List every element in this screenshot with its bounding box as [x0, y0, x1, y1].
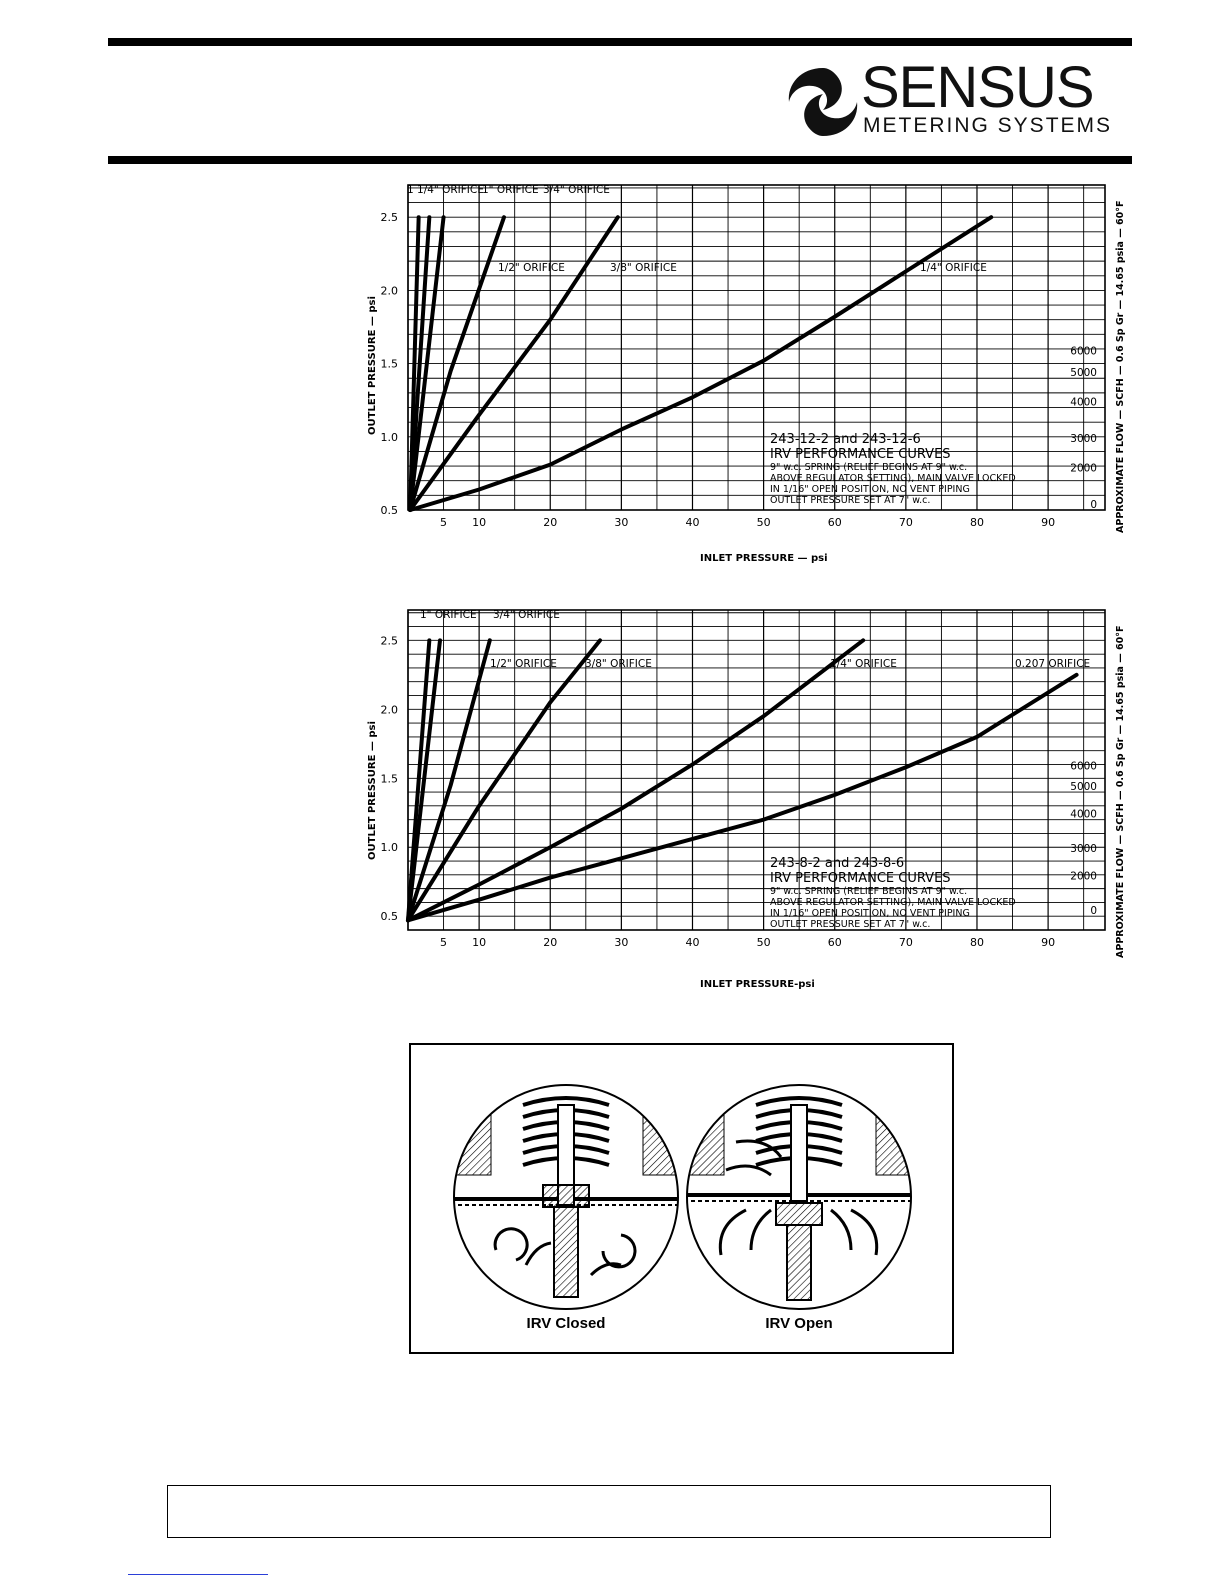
y-tick-label: 2.5 — [380, 634, 398, 648]
header-rule — [108, 156, 1132, 164]
orifice-label: 1" ORIFICE — [420, 609, 477, 621]
chart-note: 9" w.c. SPRING (RELIEF BEGINS AT 9" w.c. — [770, 462, 968, 473]
flow-tick-label: 6000 — [1070, 760, 1097, 773]
chart-subtitle: IRV PERFORMANCE CURVES — [770, 871, 951, 886]
logo-tagline: METERING SYSTEMS — [863, 114, 1113, 137]
x-tick-label: 30 — [614, 516, 629, 529]
flow-tick-label: 2000 — [1070, 462, 1097, 475]
y-tick-label: 1.5 — [380, 357, 398, 371]
orifice-label: 3/8" ORIFICE — [610, 262, 677, 274]
plot-frame — [408, 185, 1105, 510]
logo-wordmark: SENSUS — [861, 55, 1094, 120]
x-tick-label: 20 — [543, 516, 558, 529]
footer-link-underline[interactable] — [128, 1574, 268, 1575]
chart-note: 9" w.c. SPRING (RELIEF BEGINS AT 9" w.c. — [770, 886, 968, 897]
x-tick-label: 10 — [472, 516, 487, 529]
x-tick-label: 70 — [898, 936, 913, 949]
flow-tick-label: 3000 — [1070, 433, 1097, 446]
orifice-curve — [408, 675, 1077, 921]
footer-box — [167, 1485, 1051, 1538]
x-tick-label: 40 — [685, 516, 700, 529]
x-tick-label: 20 — [543, 936, 558, 949]
orifice-label: 3/4" ORIFICE — [493, 609, 560, 621]
x-tick-label: 5 — [440, 516, 448, 529]
irv-open-label: IRV Open — [765, 1315, 833, 1332]
y-tick-label: 2.5 — [380, 211, 398, 225]
chart-svg — [360, 180, 1140, 585]
flow-axis-label: APPROXIMATE FLOW — SCFH — 0.6 Sp Gr — 14.65 psia — 60°F — [1115, 625, 1126, 958]
x-tick-label: 90 — [1041, 936, 1056, 949]
x-tick-label: 50 — [756, 936, 771, 949]
y-axis-label: OUTLET PRESSURE — psi — [367, 296, 378, 435]
x-tick-label: 80 — [969, 936, 984, 949]
valve-cutaway-illustration — [411, 1045, 952, 1352]
orifice-label: 3/4" ORIFICE — [543, 184, 610, 196]
chart-svg — [360, 605, 1140, 995]
y-tick-label: 1.0 — [380, 430, 398, 444]
orifice-label: 1/2" ORIFICE — [498, 262, 565, 274]
swirl-logo-icon — [783, 62, 863, 142]
irv-closed-label: IRV Closed — [526, 1315, 606, 1332]
top-rule — [108, 38, 1132, 46]
y-tick-label: 0.5 — [380, 910, 398, 924]
chart-note: IN 1/16" OPEN POSITION, NO VENT PIPING — [770, 908, 970, 919]
flow-tick-label: 5000 — [1070, 367, 1097, 380]
flow-tick-label: 0 — [1090, 905, 1097, 918]
chart-note: IN 1/16" OPEN POSITION, NO VENT PIPING — [770, 484, 970, 495]
y-tick-label: 2.0 — [380, 703, 398, 717]
irv-valve-diagram — [409, 1043, 954, 1354]
orifice-label: 1" ORIFICE — [482, 184, 539, 196]
x-tick-label: 5 — [440, 936, 448, 949]
chart-note: OUTLET PRESSURE SET AT 7" w.c. — [770, 495, 931, 506]
x-tick-label: 60 — [827, 516, 842, 529]
chart-note: ABOVE REGULATOR SETTING), MAIN VALVE LOCKED — [770, 473, 1016, 484]
x-axis-label: INLET PRESSURE-psi — [700, 979, 815, 990]
x-tick-label: 30 — [614, 936, 629, 949]
x-tick-label: 40 — [685, 936, 700, 949]
flow-tick-label: 3000 — [1070, 843, 1097, 856]
x-tick-label: 70 — [898, 516, 913, 529]
orifice-label: 1/4" ORIFICE — [830, 658, 897, 670]
y-tick-label: 2.0 — [380, 284, 398, 298]
chart-title: 243-12-2 and 243-12-6 — [770, 432, 921, 447]
flow-tick-label: 4000 — [1070, 808, 1097, 821]
x-tick-label: 10 — [472, 936, 487, 949]
y-tick-label: 1.0 — [380, 841, 398, 855]
flow-axis-label: APPROXIMATE FLOW — SCFH — 0.6 Sp Gr — 14.65 psia — 60°F — [1115, 200, 1126, 533]
x-tick-label: 60 — [827, 936, 842, 949]
flow-tick-label: 5000 — [1070, 781, 1097, 794]
y-tick-label: 0.5 — [380, 504, 398, 517]
x-tick-label: 80 — [969, 516, 984, 529]
flow-tick-label: 2000 — [1070, 870, 1097, 883]
y-axis-label: OUTLET PRESSURE — psi — [367, 721, 378, 860]
orifice-label: 1/2" ORIFICE — [490, 658, 557, 670]
irv-chart-243-12 — [360, 180, 1140, 589]
chart-note: OUTLET PRESSURE SET AT 7" w.c. — [770, 919, 931, 930]
x-axis-label: INLET PRESSURE — psi — [700, 553, 828, 564]
irv-chart-243-8 — [360, 605, 1140, 999]
orifice-label: 0.207 ORIFICE — [1015, 658, 1091, 670]
x-tick-label: 50 — [756, 516, 771, 529]
y-tick-label: 1.5 — [380, 772, 398, 786]
orifice-label: 3/8" ORIFICE — [585, 658, 652, 670]
sensus-logo — [783, 55, 1123, 142]
chart-subtitle: IRV PERFORMANCE CURVES — [770, 447, 951, 462]
chart-title: 243-8-2 and 243-8-6 — [770, 856, 905, 871]
x-tick-label: 90 — [1041, 516, 1056, 529]
flow-tick-label: 6000 — [1070, 345, 1097, 358]
orifice-label: 1/4" ORIFICE — [920, 262, 987, 274]
chart-note: ABOVE REGULATOR SETTING), MAIN VALVE LOCKED — [770, 897, 1016, 908]
orifice-label: 1 1/4" ORIFICE — [407, 184, 484, 196]
flow-tick-label: 0 — [1090, 499, 1097, 511]
flow-tick-label: 4000 — [1070, 396, 1097, 409]
